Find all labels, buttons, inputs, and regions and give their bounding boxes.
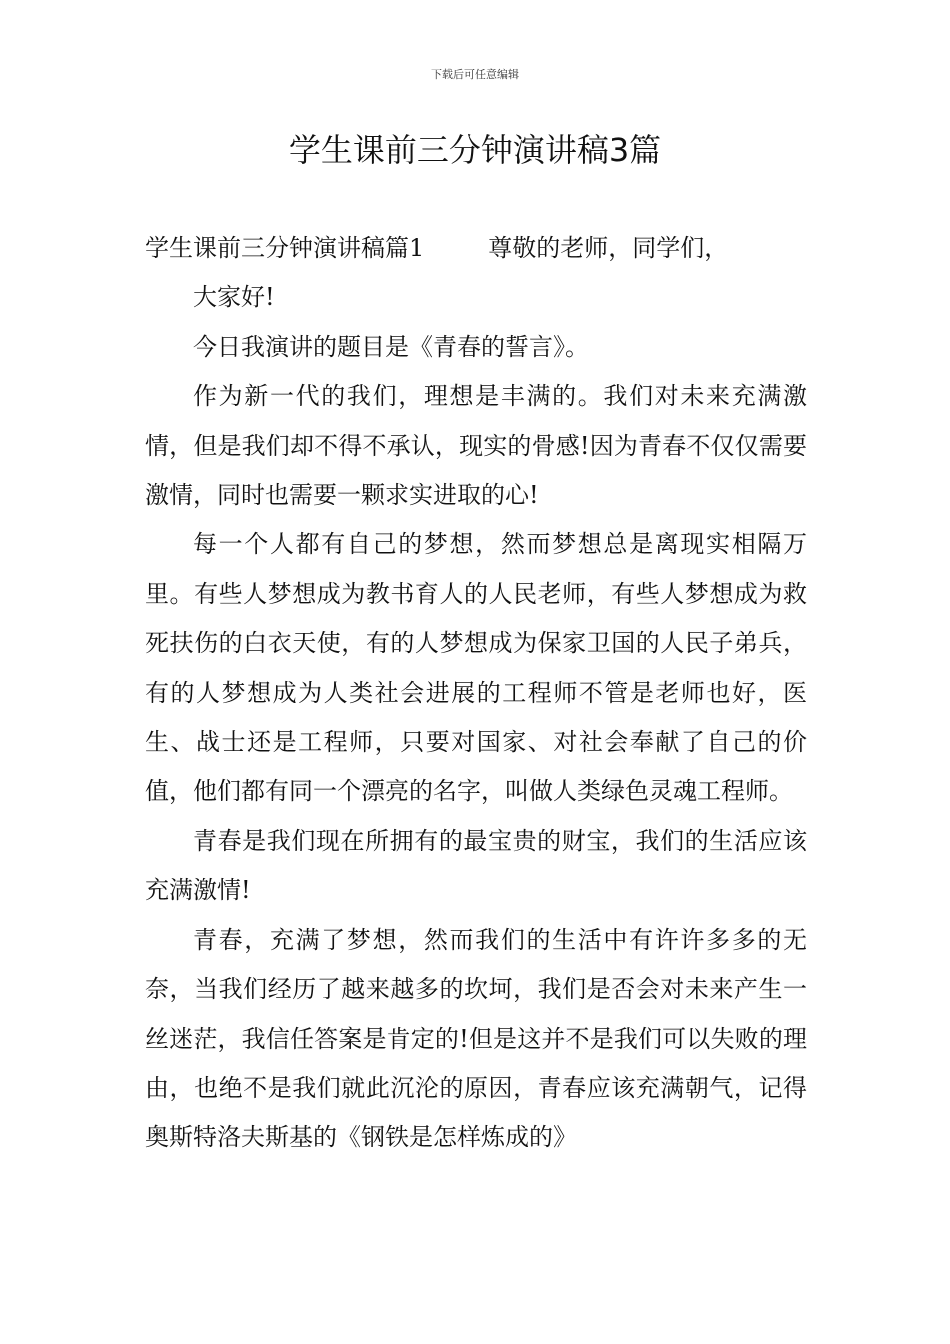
document-body [145, 224, 807, 1163]
paragraph-dreams: 每一个人都有自己的梦想，然而梦想总是离现实相隔万里。有些人梦想成为教书育人的人民老师，有些人梦想成为救死扶伤的白衣天使，有的人梦想成为保家卫国的人民子弟兵，有的人梦想成为人类社会进展的工程师不管是老师也好，医生、战士还是工程师，只要对国家、对社会奉献了自己的价值，他们都有同一个漂亮的名字，叫做人类绿色灵魂工程师。 [145, 530, 807, 806]
salutation: 尊敬的老师，同学们， [488, 234, 729, 262]
first-line [145, 224, 807, 273]
document-title: 学生课前三分钟演讲稿3篇 [288, 131, 662, 169]
paragraph-ideals: 作为新一代的我们，理想是丰满的。我们对未来充满激情，但是我们却不得不承认，现实的骨感!因为青春不仅仅需要激情，同时也需要一颗求实进取的心! [145, 382, 807, 510]
paragraph-topic: 今日我演讲的题目是《青春的誓言》。 [193, 332, 589, 361]
paragraph-youth-dreams: 青春，充满了梦想，然而我们的生活中有许许多多的无奈，当我们经历了越来越多的坎坷，我们是否会对未来产生一丝迷茫，我信任答案是肯定的!但是这并不是我们可以失败的理由，也绝不是我们就此沉沦的原因，青春应该充满朝气，记得奥斯特洛夫斯基的《钢铁是怎样炼成的》 [145, 925, 807, 1152]
paragraph-youth-treasure: 青春是我们现在所拥有的最宝贵的财宝，我们的生活应该充满激情! [145, 826, 807, 905]
paragraph-greeting: 大家好! [193, 283, 275, 312]
header-note: 下载后可任意编辑 [431, 68, 519, 81]
section-heading: 学生课前三分钟演讲稿篇1 [145, 234, 425, 262]
